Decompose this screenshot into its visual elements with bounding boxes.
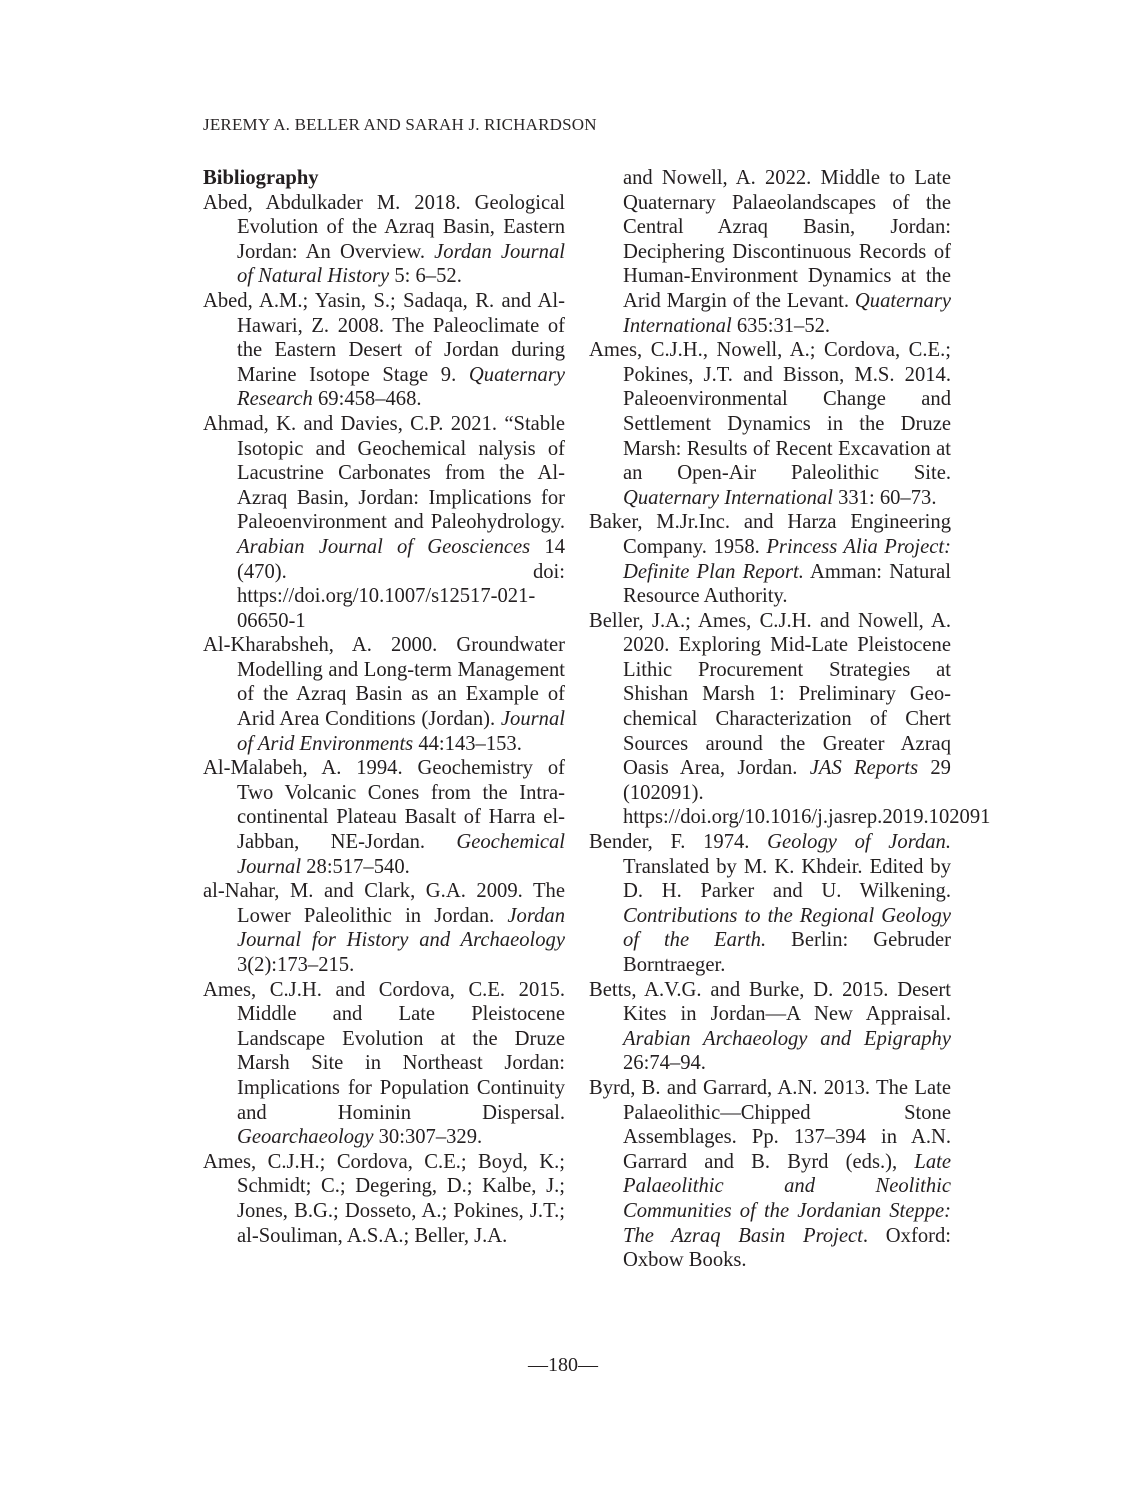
reference-title-italic: Arabian Journal of Geosciences: [237, 535, 531, 558]
reference-title-italic: Contributions to the Regional Geology of the Earth.: [623, 904, 951, 952]
running-head: JEREMY A. BELLER AND SARAH J. RICHARDSON: [203, 115, 597, 134]
reference-text: Ames, C.J.H., Nowell, A.; Cordova, C.E.; Pokines, J.T. and Bisson, M.S. 2014. Paleoenvironmental Change and Settlement Dynamics in the Druze Marsh: Results of Recent Excavation at an Open-Air Paleolithic Site.: [589, 339, 951, 485]
reference-text: 331: 60–73.: [832, 486, 937, 509]
reference-title-italic: Late Palaeolithic and Neolithic Communities of the Jordanian Steppe: The Azraq Basin Project: [623, 1150, 951, 1247]
reference-text: Al-Malabeh, A. 1994. Geochemistry of Two Volcanic Cones from the Intra-continental Plateau Basalt of Harra el-Jabban, NE-Jordan.: [203, 757, 565, 854]
reference-text: Abed, Abdulkader M. 2018. Geological Evolution of the Azraq Basin, Eastern Jordan: An Overview.: [203, 191, 565, 263]
reference-text: 28:517–540.: [301, 855, 410, 878]
reference-title-italic: Arabian Archaeology and Epigraphy: [623, 1027, 951, 1050]
reference-entry: [203, 412, 565, 633]
reference-text: 14 (470). doi: https://doi.org/10.1007/s12517-021-06650-1: [237, 535, 565, 632]
reference-title-italic: Geochemical Journal: [237, 831, 565, 878]
reference-text: Ames, C.J.H. and Cordova, C.E. 2015. Middle and Late Pleistocene Landscape Evolution at the Druze Marsh Site in Northeast Jordan: Implications for Population Continuity and Hominin Dispersal.: [203, 978, 565, 1124]
reference-entry: [589, 978, 951, 1076]
reference-entry: [589, 510, 951, 608]
reference-entry: [589, 338, 951, 510]
reference-text: Beller, J.A.; Ames, C.J.H. and Nowell, A. 2020. Exploring Mid-Late Pleistocene Lithic Procurement Strategies at Shishan Marsh 1: Preliminary Geochemical Characterization of Chert Sources around the Greater Azraq Oasis Area, Jordan.: [589, 609, 951, 780]
reference-text: 30:307–329.: [373, 1126, 483, 1149]
reference-text: Baker, M.Jr.Inc. and Harza Engineering Company. 1958.: [589, 511, 951, 558]
reference-entry: [203, 1150, 565, 1248]
reference-entry: [589, 609, 991, 830]
reference-entry: [203, 289, 565, 412]
reference-text: . Oxford: Oxbow Books.: [623, 1224, 951, 1272]
reference-text: and Nowell, A. 2022. Middle to Late Quaternary Palaeolandscapes of the Central Azraq Basin, Jordan: Deciphering Discontinuous Records of Human-Environment Dynamics at the Arid Margin of the Levant.: [623, 167, 951, 312]
reference-text: al-Nahar, M. and Clark, G.A. 2009. The Lower Paleolithic in Jordan.: [203, 880, 565, 927]
reference-title-italic: Princess Alia Project: Definite Plan Report.: [623, 535, 951, 583]
reference-entry: [203, 633, 565, 756]
section-heading: Bibliography: [203, 167, 319, 189]
reference-title-italic: Geology of Jordan.: [767, 831, 951, 854]
reference-entry: [203, 879, 565, 977]
reference-title-italic: Journal of Arid Environments: [237, 708, 565, 755]
page-number: —180—: [528, 1354, 598, 1376]
reference-list-left: [203, 191, 565, 1249]
reference-text: 69:458–468.: [312, 388, 422, 411]
reference-text: 635:31–52.: [731, 314, 831, 337]
reference-entry: [203, 191, 565, 289]
reference-text: Translated by M. K. Khdeir. Edited by D. H. Parker and U. Wilkening.: [623, 855, 951, 903]
reference-title-italic: Jordan Journal of Natural History: [237, 240, 565, 288]
reference-text: 44:143–153.: [413, 732, 522, 755]
reference-text: Berlin: Gebruder Borntraeger.: [623, 929, 951, 976]
reference-list-right: [589, 166, 991, 1273]
reference-title-italic: Quaternary International: [623, 289, 951, 337]
reference-title-italic: Quaternary Research: [237, 363, 565, 411]
reference-entry: [589, 1076, 951, 1273]
reference-entry: [203, 756, 565, 879]
reference-text: Ames, C.J.H.; Cordova, C.E.; Boyd, K.; Schmidt; C.; Degering, D.; Kalbe, J.; Jones, B.G.; Dosseto, A.; Pokines, J.T.; al-Souliman, A.S.A.; Beller, J.A.: [203, 1150, 565, 1247]
reference-entry-continued: [589, 166, 951, 338]
reference-text: Byrd, B. and Garrard, A.N. 2013. The Late Palaeolithic—Chipped Stone Assemblages. Pp. 137–394 in A.N. Garrard and B. Byrd (eds.),: [589, 1076, 951, 1173]
reference-title-italic: JAS Reports: [809, 757, 919, 780]
reference-entry: [203, 978, 565, 1150]
right-column: [589, 166, 991, 1273]
reference-entry: [589, 830, 951, 978]
reference-text: Betts, A.V.G. and Burke, D. 2015. Desert Kites in Jordan—A New Appraisal.: [589, 978, 951, 1026]
reference-text: Bender, F. 1974.: [589, 831, 768, 854]
reference-title-italic: Quaternary International: [623, 486, 833, 509]
left-column: [203, 166, 565, 1248]
reference-title-italic: Jordan Journal for History and Archaeology: [237, 904, 565, 952]
reference-text: 3(2):173–215.: [237, 954, 355, 976]
reference-text: 5: 6–52.: [389, 265, 462, 288]
reference-text: Al-Kharabsheh, A. 2000. Groundwater Modelling and Long-term Management of the Azraq Basin as an Example of Arid Area Conditions (Jordan).: [203, 634, 565, 731]
reference-text: Abed, A.M.; Yasin, S.; Sadaqa, R. and Al-Hawari, Z. 2008. The Paleoclimate of the Eastern Desert of Jordan during Marine Isotope Stage 9.: [203, 289, 565, 386]
reference-text: Ahmad, K. and Davies, C.P. 2021. “Stable Isotopic and Geochemical nalysis of Lacustrine Carbonates from the Al-Azraq Basin, Jordan: Implications for Paleoenvironment and Paleohydrology.: [203, 412, 565, 534]
reference-title-italic: Geoarchaeology: [237, 1126, 374, 1149]
reference-text: 26:74–94.: [623, 1052, 706, 1075]
reference-text: Amman: Natural Resource Authority.: [623, 560, 951, 608]
reference-text: 29 (102091). https://doi.org/10.1016/j.jasrep.2019.102091: [623, 757, 991, 829]
